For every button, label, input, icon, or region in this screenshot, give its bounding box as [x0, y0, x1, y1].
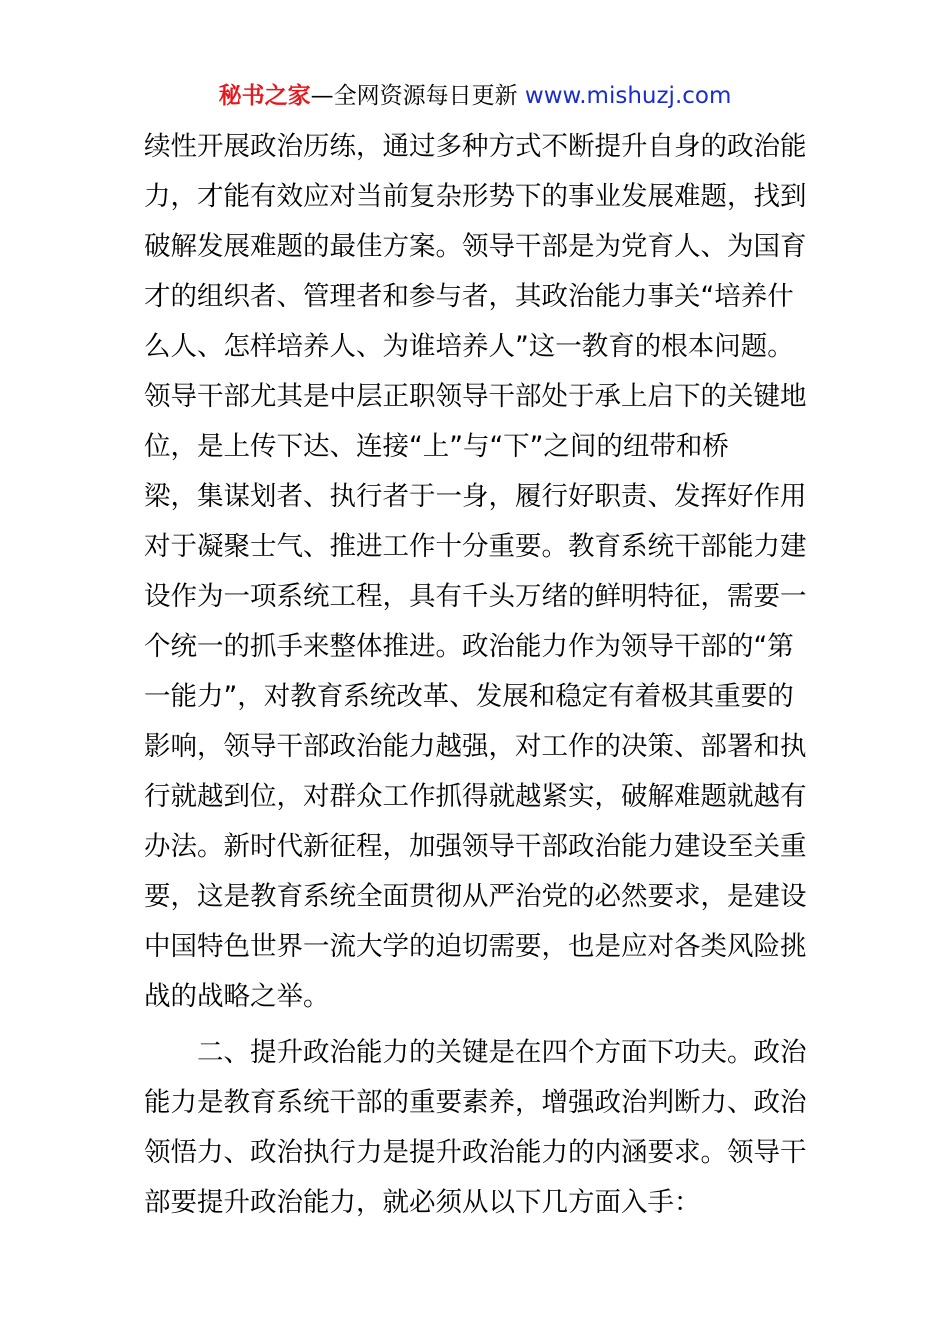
paragraph-1	[144, 122, 808, 1022]
text-line: 位，是上传下达、连接“上”与“下”之间的纽带和桥	[144, 431, 729, 462]
text-line: 设作为一项系统工程，具有千头万绪的鲜明特征，需要一	[144, 581, 807, 612]
text-line: 战的战略之举。	[144, 981, 330, 1012]
text-line: 续性开展政治历练，通过多种方式不断提升自身的政治能	[144, 131, 807, 162]
text-line: 能力是教育系统干部的重要素养，增强政治判断力、政治	[144, 1087, 807, 1118]
text-line: 么人、怎样培养人、为谁培养人”这一教育的根本问题。	[144, 331, 794, 362]
text-line: 梁，集谋划者、执行者于一身，履行好职责、发挥好作用	[144, 481, 807, 512]
text-line: 行就越到位，对群众工作抓得就越紧实，破解难题就越有	[144, 781, 807, 812]
text-line: 办法。新时代新征程，加强领导干部政治能力建设至关重	[144, 831, 807, 862]
text-line: 影响，领导干部政治能力越强，对工作的决策、部署和执	[144, 731, 807, 762]
text-line: 一能力”，对教育系统改革、发展和稳定有着极其重要的	[144, 681, 794, 712]
text-line: 要，这是教育系统全面贯彻从严治党的必然要求，是建设	[144, 881, 807, 912]
text-line: 部要提升政治能力，就必须从以下几方面入手：	[144, 1187, 701, 1218]
text-line: 领导干部尤其是中层正职领导干部处于承上启下的关键地	[144, 381, 807, 412]
text-line: 破解发展难题的最佳方案。领导干部是为党育人、为国育	[144, 231, 807, 262]
text-line: 力，才能有效应对当前复杂形势下的事业发展难题，找到	[144, 181, 807, 212]
site-brand: 秘书之家	[218, 83, 311, 109]
text-line: 领悟力、政治执行力是提升政治能力的内涵要求。领导干	[144, 1137, 807, 1168]
text-line: 才的组织者、管理者和参与者，其政治能力事关“培养什	[144, 281, 794, 312]
text-line: 对于凝聚士气、推进工作十分重要。教育系统干部能力建	[144, 531, 807, 562]
site-tagline: —全网资源每日更新	[310, 83, 525, 109]
text-line: 个统一的抓手来整体推进。政治能力作为领导干部的“第	[144, 631, 794, 662]
text-line: 中国特色世界一流大学的迫切需要，也是应对各类风险挑	[144, 931, 807, 962]
text-line: 二、提升政治能力的关键是在四个方面下功夫。政治	[197, 1037, 807, 1068]
site-header	[0, 80, 950, 112]
paragraph-2	[144, 1028, 808, 1228]
document-body	[144, 122, 808, 1228]
site-url[interactable]: www.mishuzj.com	[524, 83, 732, 109]
